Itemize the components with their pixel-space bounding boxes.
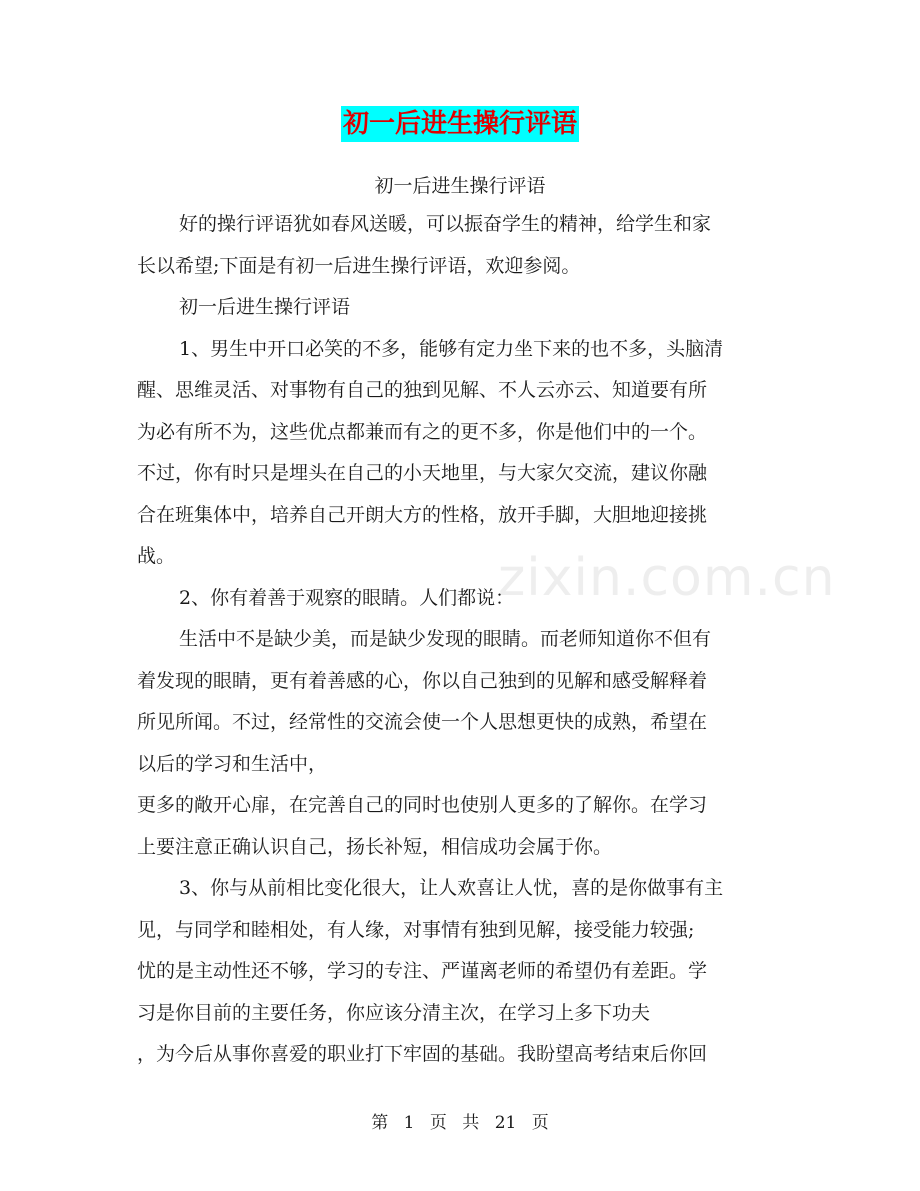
text-line: 着发现的眼睛，更有着善感的心，你以自己独到的见解和感受解释着	[137, 669, 708, 692]
text-line: 生活中不是缺少美，而是缺少发现的眼睛。而老师知道你不但有	[179, 628, 712, 650]
text-line: 忧的是主动性还不够，学习的专注、严谨离老师的希望仍有差距。学	[137, 960, 708, 982]
footer-page-label: 页	[429, 1113, 447, 1133]
text-line: 上要注意正确认识自己，扬长补短，相信成功会属于你。	[137, 835, 613, 858]
title-container	[0, 106, 920, 142]
text-line: 醒、思维灵活、对事物有自己的独到见解、不人云亦云、知道要有所	[137, 379, 708, 401]
page-footer	[0, 1108, 920, 1138]
document-subtitle: 初一后进生操行评语	[374, 175, 546, 197]
footer-prefix: 第	[371, 1113, 389, 1133]
text-line: 为必有所不为，这些优点都兼而有之的更不多，你是他们中的一个。	[137, 420, 708, 443]
text-line: 2、你有着善于观察的眼睛。人们都说：	[179, 586, 515, 609]
text-line: 习是你目前的主要任务，你应该分清主次，在学习上多下功夫	[137, 1001, 651, 1024]
document-body	[137, 204, 777, 1076]
text-line: 不过，你有时只是埋头在自己的小天地里，与大家欠交流，建议你融	[137, 462, 708, 484]
text-line: 1、男生中开口必笑的不多，能够有定力坐下来的也不多，头脑清	[179, 337, 724, 360]
text-line: 见，与同学和睦相处，有人缘，对事情有独到见解，接受能力较强;	[137, 918, 695, 941]
text-line: 更多的敞开心扉，在完善自己的同时也使别人更多的了解你。在学习	[137, 794, 708, 816]
footer-page-number: 1	[403, 1113, 415, 1133]
text-line: ，为今后从事你喜爱的职业打下牢固的基础。我盼望高考结束后你回	[137, 1043, 708, 1065]
watermark: zixin.com.cn	[498, 548, 836, 608]
text-line: 好的操行评语犹如春风送暖，可以振奋学生的精神，给学生和家	[179, 213, 712, 235]
text-line: 长以希望;下面是有初一后进生操行评语，欢迎参阅。	[137, 254, 581, 277]
text-line: 3、你与从前相比变化很大，让人欢喜让人忧，喜的是你做事有主	[179, 877, 724, 899]
text-line: 战。	[137, 545, 176, 567]
footer-total-label: 共	[462, 1113, 480, 1133]
document-title: 初一后进生操行评语	[341, 106, 579, 142]
text-line: 合在班集体中，培养自己开朗大方的性格，放开手脚，大胆地迎接挑	[137, 503, 708, 526]
footer-suffix: 页	[531, 1113, 549, 1133]
footer-total-pages: 21	[494, 1113, 517, 1133]
text-line: 所见所闻。不过，经常性的交流会使一个人思想更快的成熟，希望在	[137, 711, 708, 733]
text-line: 初一后进生操行评语	[179, 296, 351, 318]
text-line: 以后的学习和生活中，	[137, 752, 328, 775]
